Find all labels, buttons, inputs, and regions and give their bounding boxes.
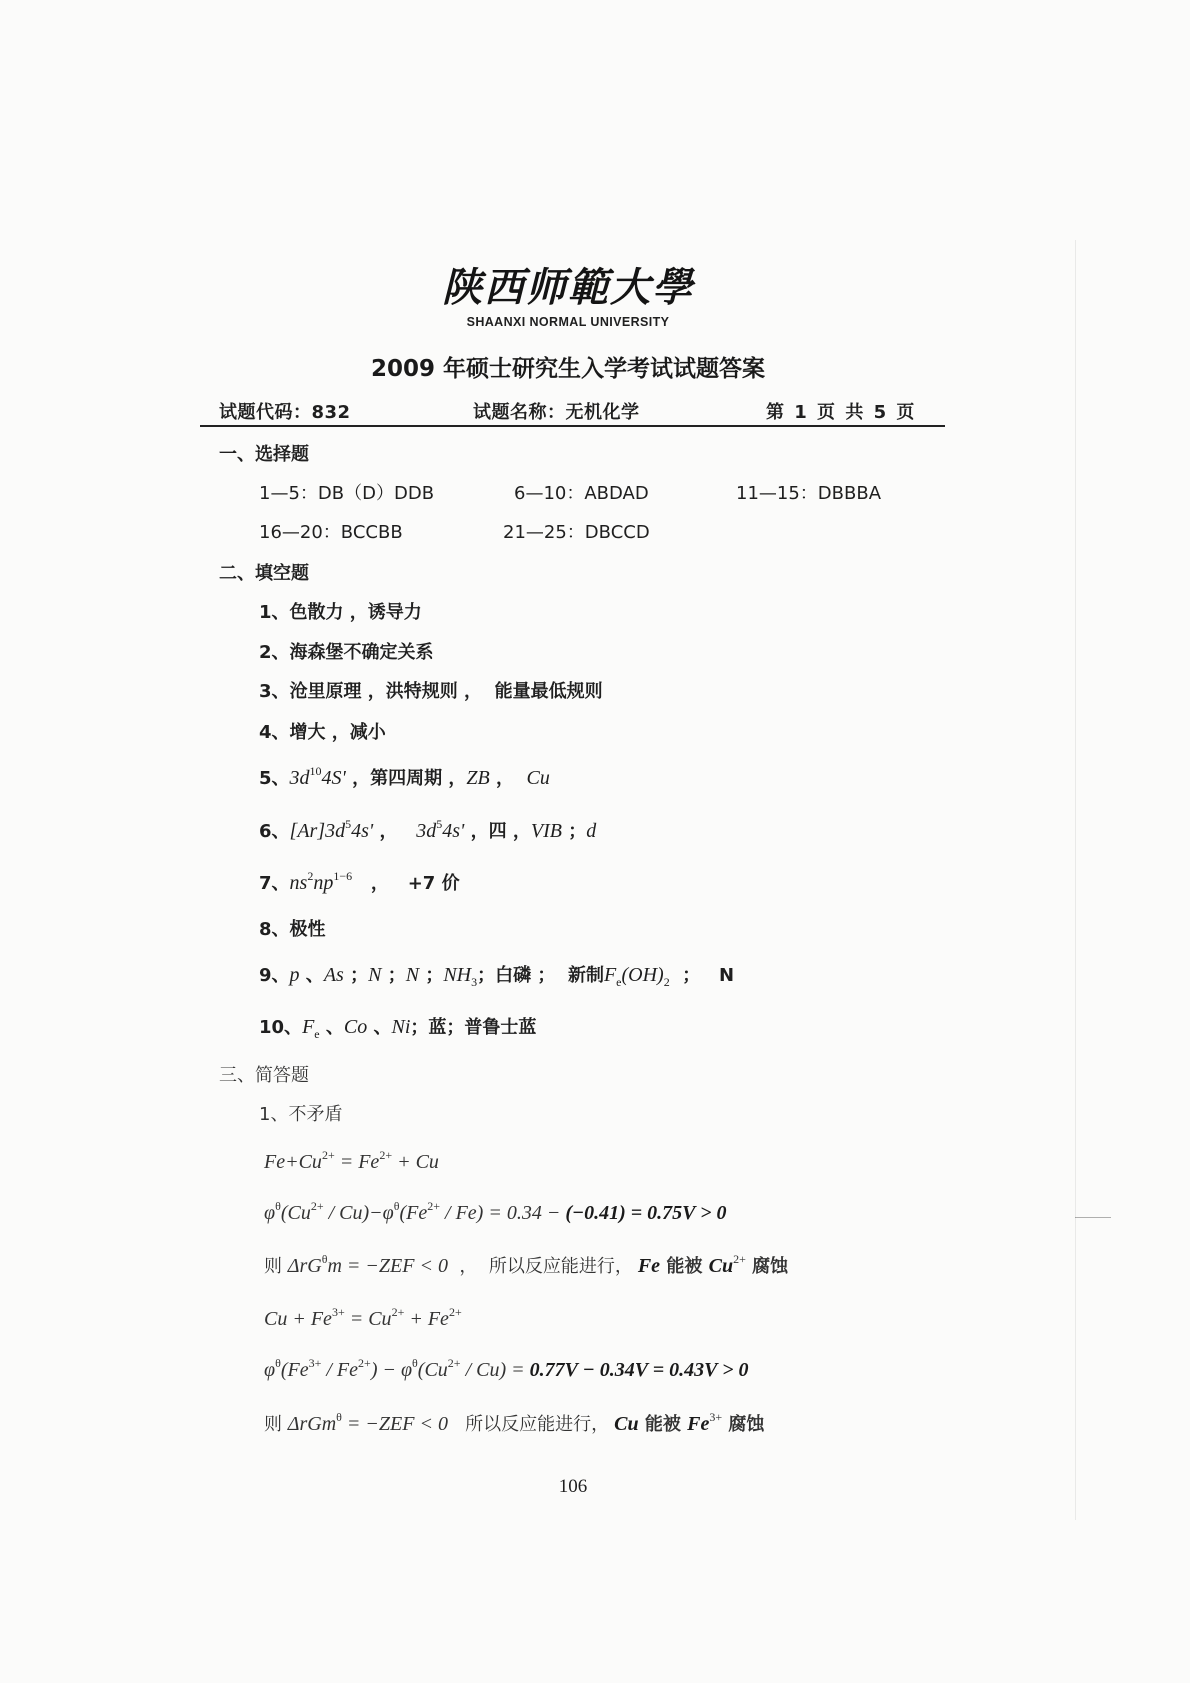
math-run: / Fe) = 0.34 − xyxy=(440,1202,566,1224)
math-run: 4s' xyxy=(442,820,465,842)
math-run: ΔrGm xyxy=(287,1413,337,1435)
math-run: N xyxy=(405,964,420,986)
text-run: ， 所以反应能进行， xyxy=(447,1256,633,1277)
bold-math-run: Cu xyxy=(708,1255,734,1277)
page-title: 2009 年硕士研究生入学考试试题答案 xyxy=(370,356,766,382)
superscript: 5 xyxy=(345,817,352,831)
math-run: / Fe xyxy=(321,1359,359,1381)
math-run: m = −ZEF < 0 xyxy=(327,1255,448,1277)
choice-answer-16-20: 16—20：BCCBB xyxy=(259,522,403,543)
math-run: 3d xyxy=(289,767,310,789)
answer-line-3 xyxy=(264,1251,788,1281)
math-run: (Cu xyxy=(280,1202,311,1224)
superscript: 2+ xyxy=(310,1199,324,1213)
section-heading-fill: 二、填空题 xyxy=(219,563,309,584)
fill-item-2 xyxy=(259,638,434,668)
bold-text-run: 1、色散力 ，诱导力 xyxy=(259,602,422,623)
fill-item-6 xyxy=(259,816,596,846)
math-run: = Fe xyxy=(334,1151,380,1173)
superscript: 3+ xyxy=(709,1410,723,1424)
fill-item-8 xyxy=(259,915,326,945)
superscript: 2+ xyxy=(358,1356,371,1370)
bold-text-run: 、 xyxy=(367,1017,392,1038)
bold-text-run: 2、海森堡不确定关系 xyxy=(259,642,434,663)
bold-text-run: 7、 xyxy=(259,873,290,894)
superscript: 1−6 xyxy=(333,869,353,883)
bold-text-run: 5、 xyxy=(259,768,290,789)
bold-text-run: 能被 xyxy=(660,1256,709,1277)
bold-text-run: ， xyxy=(489,768,527,789)
math-run: = Cu xyxy=(344,1308,392,1330)
bold-text-run: ； xyxy=(419,965,444,986)
math-run: + Fe xyxy=(404,1308,449,1330)
answer-line-2 xyxy=(264,1198,727,1228)
math-run: φ xyxy=(264,1202,276,1224)
superscript: 5 xyxy=(436,817,443,831)
bold-text-run: ； xyxy=(561,821,587,842)
bold-text-run: 6、 xyxy=(259,821,290,842)
superscript: 2+ xyxy=(391,1305,405,1319)
superscript: 10 xyxy=(309,764,322,778)
subscript: 3 xyxy=(471,975,478,989)
fill-item-1 xyxy=(259,598,422,628)
choice-answer-11-15: 11—15：DBBBA xyxy=(736,483,882,504)
bold-text-run: 8、极性 xyxy=(259,919,326,940)
math-run: N xyxy=(368,964,382,986)
text-run: 则 xyxy=(264,1414,288,1435)
bold-text-run: 能被 xyxy=(638,1414,688,1435)
bold-text-run: ，四 ， xyxy=(464,821,531,842)
bold-text-run: ， xyxy=(373,821,417,842)
math-run: ZB xyxy=(466,767,490,789)
math-run: Cu xyxy=(526,767,550,789)
bold-math-run: Fe xyxy=(632,1255,661,1277)
subscript: e xyxy=(616,975,622,989)
page-info: 第 1 页 共 5 页 xyxy=(766,402,917,423)
superscript: 2+ xyxy=(321,1148,335,1162)
math-run: ΔrG xyxy=(287,1255,322,1277)
superscript: 2+ xyxy=(733,1252,746,1266)
bold-text-run: 腐蚀 xyxy=(745,1256,789,1277)
answer-line-6 xyxy=(264,1409,764,1439)
fill-item-7 xyxy=(259,868,460,898)
superscript: θ xyxy=(336,1410,342,1424)
bold-text-run: ；蓝；普鲁士蓝 xyxy=(410,1017,537,1038)
math-run: / Cu)−φ xyxy=(323,1202,394,1224)
math-run: NH xyxy=(443,964,472,986)
superscript: θ xyxy=(393,1199,400,1213)
bold-math-run: 0.77V − 0.34V = 0.43V > 0 xyxy=(529,1359,749,1381)
math-run: F xyxy=(603,964,617,986)
scan-edge-line xyxy=(1075,240,1076,1520)
bold-text-run: 、 xyxy=(319,1017,344,1038)
bold-text-run: 9、 xyxy=(259,965,290,986)
fill-item-4 xyxy=(259,718,386,748)
math-run: 4S' xyxy=(321,767,346,789)
bold-text-run: 4、增大 ，减小 xyxy=(259,722,386,743)
math-run: φ xyxy=(264,1359,276,1381)
subscript: 2 xyxy=(663,975,670,989)
bold-math-run: Cu xyxy=(609,1413,639,1435)
math-run: VIB xyxy=(530,820,562,842)
bold-text-run: ； N xyxy=(669,965,735,986)
math-run: As xyxy=(323,964,344,986)
short-question-1-label: 1、不矛盾 xyxy=(259,1104,343,1125)
math-run: p xyxy=(289,964,300,986)
math-run: (OH) xyxy=(621,964,664,986)
superscript: 3+ xyxy=(308,1356,322,1370)
university-name-en: SHAANXI NORMAL UNIVERSITY xyxy=(466,315,670,329)
choice-answer-6-10: 6—10：ABDAD xyxy=(514,483,649,504)
superscript: θ xyxy=(412,1356,418,1370)
bold-text-run: ； xyxy=(343,965,369,986)
bold-text-run: 腐蚀 xyxy=(722,1414,765,1435)
math-run: np xyxy=(313,872,334,894)
bold-text-run: ； xyxy=(381,965,406,986)
bold-text-run: 、 xyxy=(299,965,324,986)
bold-text-run: ；白磷 ； 新制 xyxy=(477,965,604,986)
bold-text-run: 3、沧里原理 ，洪特规则 ， 能量最低规则 xyxy=(259,681,603,702)
superscript: θ xyxy=(321,1252,328,1266)
bold-math-run: (−0.41) = 0.75V > 0 xyxy=(565,1202,727,1224)
superscript: θ xyxy=(275,1356,281,1370)
math-run: F xyxy=(302,1016,315,1038)
answer-line-5 xyxy=(264,1355,749,1385)
math-run: + Cu xyxy=(392,1151,439,1173)
section-heading-choice: 一、选择题 xyxy=(219,444,309,465)
superscript: 2+ xyxy=(379,1148,393,1162)
superscript: 3+ xyxy=(331,1305,345,1319)
bold-text-run: ，第四周期 ， xyxy=(345,768,467,789)
fill-item-9 xyxy=(259,960,734,990)
exam-name: 试题名称：无机化学 xyxy=(473,402,640,423)
bold-text-run: ， +7 价 xyxy=(352,873,460,894)
page-number: 106 xyxy=(558,1476,588,1497)
math-run: [Ar]3d xyxy=(289,820,346,842)
section-heading-short: 三、简答题 xyxy=(219,1065,309,1086)
choice-answer-21-25: 21—25：DBCCD xyxy=(503,522,650,543)
math-run: (Fe xyxy=(280,1359,309,1381)
bold-text-run: 10、 xyxy=(259,1017,303,1038)
math-run: (Fe xyxy=(399,1202,428,1224)
math-run: Ni xyxy=(391,1016,411,1038)
math-run: / Cu) = xyxy=(460,1359,530,1381)
math-run: Co xyxy=(343,1016,368,1038)
superscript: θ xyxy=(275,1199,281,1213)
math-run: 4s' xyxy=(351,820,374,842)
math-run: (Cu xyxy=(417,1359,448,1381)
math-run: ns xyxy=(289,872,308,894)
university-logo: 陕西师範大學 xyxy=(442,264,694,311)
bold-math-run: Fe xyxy=(687,1413,710,1435)
text-run: 则 xyxy=(264,1256,288,1277)
math-run: ) − φ xyxy=(370,1359,413,1381)
header-rule xyxy=(200,425,945,427)
superscript: 2 xyxy=(307,869,314,883)
answer-line-4 xyxy=(264,1304,462,1334)
scan-edge-mark xyxy=(1075,1217,1111,1218)
choice-answer-1-5: 1—5：DB（D）DDB xyxy=(259,483,435,504)
fill-item-10 xyxy=(259,1012,536,1042)
fill-item-3 xyxy=(259,677,603,707)
exam-code: 试题代码：832 xyxy=(219,402,351,423)
fill-item-5 xyxy=(259,763,550,793)
superscript: 2+ xyxy=(448,1305,462,1319)
superscript: 2+ xyxy=(447,1356,461,1370)
superscript: 2+ xyxy=(427,1199,441,1213)
math-run: 3d xyxy=(416,820,437,842)
math-run: = −ZEF < 0 xyxy=(341,1413,448,1435)
math-run: Cu + Fe xyxy=(264,1308,332,1330)
answer-line-1 xyxy=(264,1147,439,1177)
subscript: e xyxy=(314,1027,320,1041)
text-run: 所以反应能进行， xyxy=(447,1414,610,1435)
math-run: Fe+Cu xyxy=(264,1151,322,1173)
math-run: d xyxy=(586,820,597,842)
